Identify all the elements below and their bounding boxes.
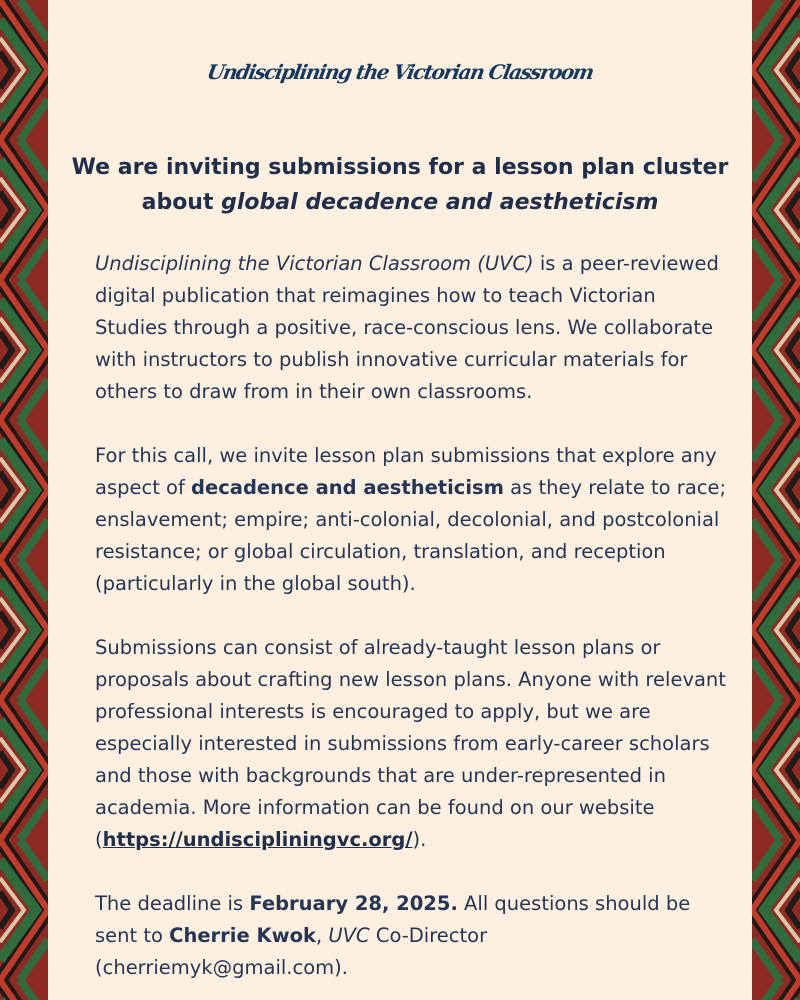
deadline-middle: All questions should be sent to bbox=[95, 892, 691, 947]
website-link[interactable]: https://undiscipliningvc.org/ bbox=[102, 828, 413, 851]
right-woven-border bbox=[752, 0, 800, 1000]
deadline-prefix: The deadline is bbox=[95, 892, 250, 915]
eligibility-suffix: ). bbox=[412, 828, 427, 851]
publication-name: Undisciplining the Victorian Classroom (UVC) bbox=[95, 252, 534, 275]
content-panel bbox=[48, 0, 752, 1000]
call-heading-line1: We are inviting submissions for a lesson plan cluster bbox=[71, 155, 729, 180]
left-woven-border bbox=[0, 0, 48, 1000]
page-title: Undisciplining the Victorian Classroom bbox=[205, 60, 595, 84]
contact-role: Co-Director (cherriemyk@gmail.com). bbox=[95, 924, 488, 979]
deadline-date: February 28, 2025. bbox=[249, 892, 458, 915]
eligibility-text: Submissions can consist of already-taught lesson plans or proposals about crafting new lesson plans. Anyone with relevant professional interests is encouraged to apply, but we are especially interested in submissions from early-career scholars and those with backgrounds that are under-represented in academia. More information can be found on our website ( bbox=[95, 636, 726, 851]
call-heading bbox=[68, 150, 732, 220]
contact-comma: , bbox=[315, 924, 329, 947]
deadline-paragraph bbox=[95, 888, 727, 984]
intro-text: is a peer-reviewed digital publication that reimagines how to teach Victorian Studies through a positive, race-conscious lens. We collaborate with instructors to publish innovative curricular materials for others to draw from in their own classrooms. bbox=[95, 252, 719, 403]
body-text bbox=[95, 248, 727, 984]
contact-name: Cherrie Kwok bbox=[169, 924, 316, 947]
call-paragraph bbox=[95, 440, 727, 600]
call-text-prefix: For this call, we invite lesson plan submissions that explore any aspect of bbox=[95, 444, 717, 499]
call-heading-topic: global decadence and aestheticism bbox=[221, 190, 659, 215]
eligibility-paragraph bbox=[95, 632, 727, 856]
call-topic-bold: decadence and aestheticism bbox=[191, 476, 504, 499]
call-text-suffix: as they relate to race; enslavement; empire; anti-colonial, decolonial, and postcolonial resistance; or global circulation, translation, and reception (particularly in the global south). bbox=[95, 476, 727, 595]
call-heading-prefix: about bbox=[141, 190, 222, 215]
contact-org: UVC bbox=[328, 924, 370, 947]
intro-paragraph bbox=[95, 248, 727, 408]
